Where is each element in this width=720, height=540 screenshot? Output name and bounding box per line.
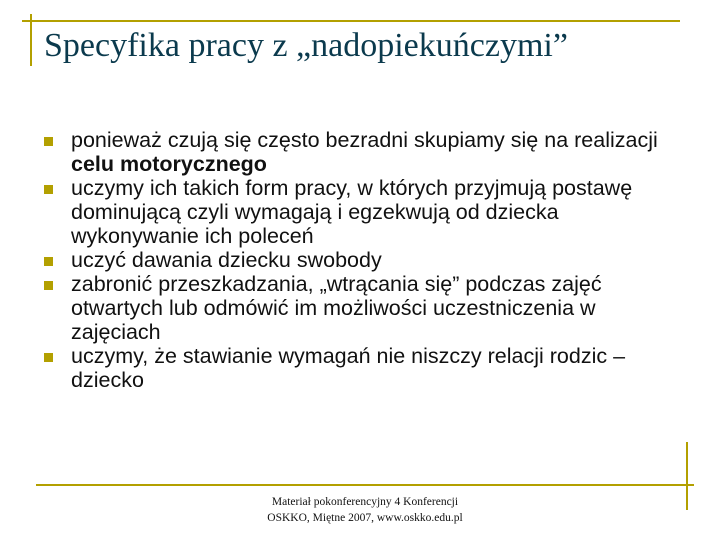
square-bullet-icon	[44, 281, 53, 290]
bullet-item	[44, 128, 684, 176]
footer-line-1: Materiał pokonferencyjny 4 Konferencji	[271, 496, 459, 508]
bullet-bold-text: celu motorycznego	[71, 152, 267, 176]
square-bullet-icon	[44, 257, 53, 266]
bullet-item	[44, 272, 684, 344]
bullet-text: zabronić przeszkadzania, „wtrącania się” podczas zajęć otwartych lub odmówić im możliwości uczestniczenia w zajęciach	[71, 272, 602, 344]
bullet-item	[44, 176, 684, 248]
footer-note	[0, 494, 720, 526]
bullet-text: ponieważ czują się często bezradni skupiamy się na realizacji	[71, 128, 658, 152]
frame-line-top-horizontal	[22, 20, 680, 22]
bullet-text: uczymy, że stawianie wymagań nie niszczy relacji rodzic – dziecko	[71, 344, 626, 392]
frame-line-bottom-horizontal	[36, 484, 694, 486]
slide-title: Specyfika pracy z „nadopiekuńczymi”	[44, 27, 568, 64]
bullet-item	[44, 248, 684, 272]
square-bullet-icon	[44, 137, 53, 146]
bullet-item	[44, 344, 684, 392]
bullet-text: uczymy ich takich form pracy, w których przyjmują postawę dominującą czyli wymagają i egzekwują od dziecka wykonywanie ich poleceń	[71, 176, 633, 248]
bullet-list	[44, 128, 684, 392]
bullet-text: uczyć dawania dziecku swobody	[71, 248, 382, 272]
square-bullet-icon	[44, 185, 53, 194]
footer-line-2: OSKKO, Miętne 2007, www.oskko.edu.pl	[267, 512, 463, 524]
square-bullet-icon	[44, 353, 53, 362]
